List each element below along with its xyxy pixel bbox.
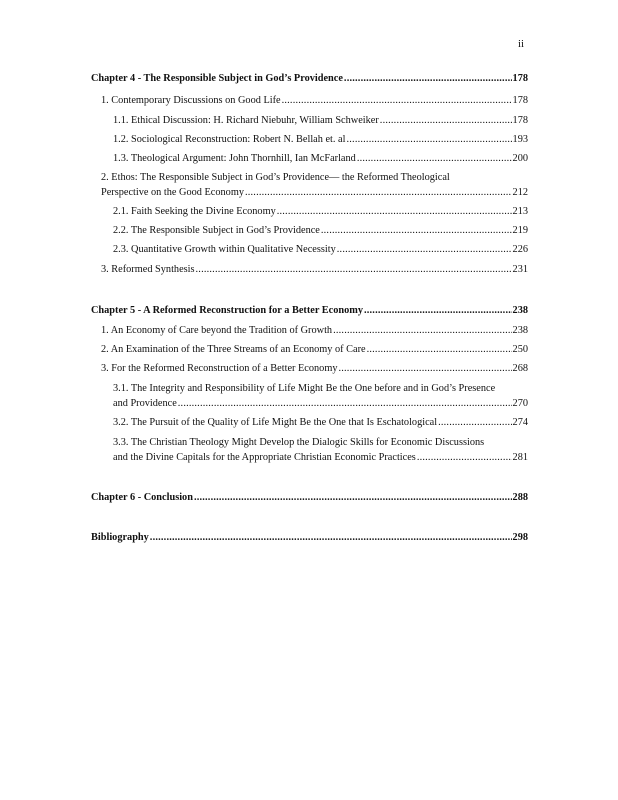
toc-title: 3.2. The Pursuit of the Quality of Life Might Be the One that Is Eschatological — [113, 417, 438, 428]
toc-page: 178 — [512, 73, 528, 84]
toc-5-3[interactable] — [91, 361, 528, 376]
toc-title: 2.1. Faith Seeking the Divine Economy — [113, 206, 276, 217]
dot-leader — [333, 323, 511, 338]
toc-title-line2: and Providence — [113, 398, 177, 409]
toc-title: 3. Reformed Synthesis — [101, 264, 195, 275]
toc-title: Chapter 5 - A Reformed Reconstruction for a Better Economy — [91, 305, 363, 316]
dot-leader — [245, 185, 512, 200]
toc-page: 213 — [512, 206, 528, 217]
toc-chapter-5[interactable] — [91, 303, 528, 318]
toc-5-3-2[interactable] — [91, 415, 528, 430]
toc-title-line1: 2. Ethos: The Responsible Subject in God’s Providence— the Reformed Theological — [101, 172, 450, 183]
toc-page: 288 — [512, 492, 528, 503]
toc-5-3-1[interactable] — [91, 381, 528, 411]
toc-title: Chapter 4 - The Responsible Subject in God’s Providence — [91, 73, 343, 84]
toc-4-2-1[interactable] — [91, 204, 528, 219]
dot-leader — [347, 132, 512, 147]
dot-leader — [178, 396, 512, 411]
dot-leader — [277, 204, 512, 219]
page-number: ii — [518, 38, 525, 50]
dot-leader — [364, 303, 512, 318]
toc-chapter-6[interactable] — [91, 490, 528, 505]
toc-title: 2.3. Quantitative Growth within Qualitative Necessity — [113, 244, 336, 255]
toc-page: 178 — [512, 95, 528, 106]
toc-page: 238 — [512, 325, 528, 336]
toc-5-3-3[interactable] — [91, 435, 528, 465]
dot-leader — [338, 361, 511, 376]
toc-title: 1.1. Ethical Discussion: H. Richard Niebuhr, William Schweiker — [113, 115, 379, 126]
toc-page: 298 — [512, 532, 528, 543]
toc-4-2[interactable] — [91, 170, 528, 200]
toc-4-1[interactable] — [91, 93, 528, 108]
toc-page: 281 — [512, 452, 528, 463]
dot-leader — [321, 223, 512, 238]
toc-title: Chapter 6 - Conclusion — [91, 492, 193, 503]
toc-title: 3. For the Reformed Reconstruction of a Better Economy — [101, 363, 338, 374]
dot-leader — [380, 113, 512, 128]
dot-leader — [194, 490, 512, 505]
toc-4-1-3[interactable] — [91, 151, 528, 166]
toc-4-2-2[interactable] — [91, 223, 528, 238]
toc-page: 231 — [512, 264, 528, 275]
toc-page: 178 — [512, 115, 528, 126]
toc-page: 212 — [512, 187, 528, 198]
dot-leader — [150, 530, 512, 545]
dot-leader — [417, 450, 512, 465]
toc-5-2[interactable] — [91, 342, 528, 357]
toc-page: 193 — [512, 134, 528, 145]
toc-page: 219 — [512, 225, 528, 236]
dot-leader — [344, 71, 512, 86]
toc-page: 200 — [512, 153, 528, 164]
toc-5-1[interactable] — [91, 323, 528, 338]
dot-leader — [196, 262, 512, 277]
toc-title: 1.2. Sociological Reconstruction: Robert N. Bellah et. al — [113, 134, 346, 145]
dot-leader — [357, 151, 512, 166]
dot-leader — [337, 242, 512, 257]
toc-title: 1. Contemporary Discussions on Good Life — [101, 95, 281, 106]
toc-title: 1. An Economy of Care beyond the Tradition of Growth — [101, 325, 333, 336]
toc-4-3[interactable] — [91, 262, 528, 277]
dot-leader — [367, 342, 512, 357]
toc-bibliography[interactable] — [91, 530, 528, 545]
toc-title-line2: and the Divine Capitals for the Appropriate Christian Economic Practices — [113, 452, 416, 463]
toc-title-line2: Perspective on the Good Economy — [101, 187, 244, 198]
toc-chapter-4[interactable] — [91, 71, 528, 86]
toc-title: 2.2. The Responsible Subject in God’s Providence — [113, 225, 320, 236]
toc-title: 2. An Examination of the Three Streams of an Economy of Care — [101, 344, 366, 355]
toc-title: 1.3. Theological Argument: John Thornhill, Ian McFarland — [113, 153, 356, 164]
toc-page: 274 — [512, 417, 528, 428]
toc-4-2-3[interactable] — [91, 242, 528, 257]
toc-page: 270 — [512, 398, 528, 409]
dot-leader — [282, 93, 512, 108]
toc-title: Bibliography — [91, 532, 149, 543]
toc-title-line1: 3.1. The Integrity and Responsibility of Life Might Be the One before and in God’s Presence — [113, 383, 496, 394]
toc-page: 250 — [512, 344, 528, 355]
toc-page: 268 — [512, 363, 528, 374]
toc-4-1-1[interactable] — [91, 113, 528, 128]
toc-4-1-2[interactable] — [91, 132, 528, 147]
dot-leader — [438, 415, 511, 430]
toc-title-line1: 3.3. The Christian Theology Might Develop the Dialogic Skills for Economic Discussions — [113, 437, 485, 448]
toc-page: 238 — [512, 305, 528, 316]
toc-page: 226 — [512, 244, 528, 255]
